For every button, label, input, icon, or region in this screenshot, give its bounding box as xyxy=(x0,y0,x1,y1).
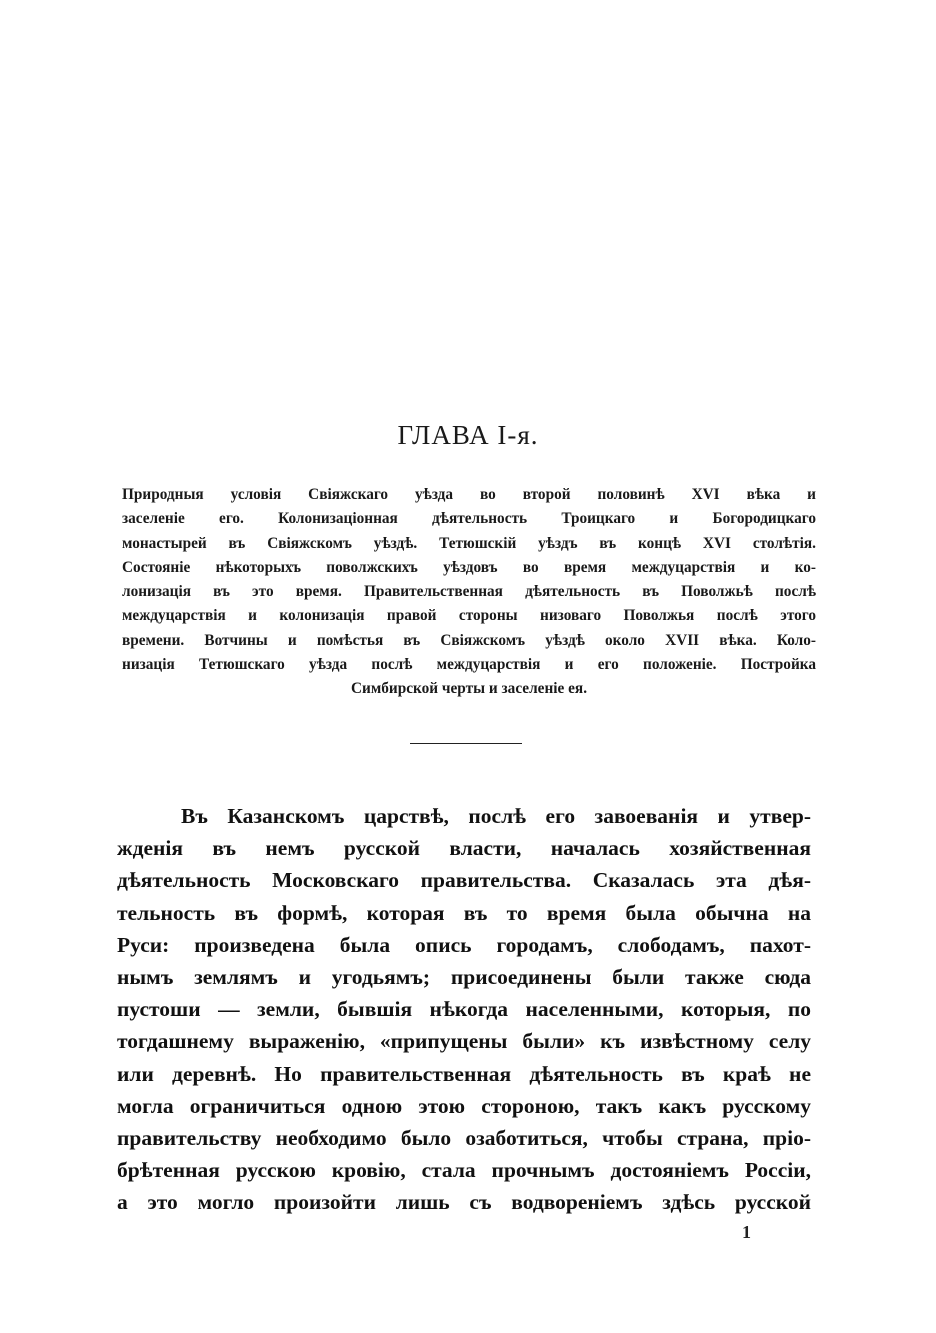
body-paragraph xyxy=(117,800,811,1218)
body-line: дѣятельность Московскаго правительства. Сказалась эта дѣя- xyxy=(117,868,811,893)
body-line: тогдашнему выраженію, «припущены были» къ извѣстному селу xyxy=(117,1029,811,1054)
summary-line: Природныя условія Свіяжскаго уѣзда во второй половинѣ XVI вѣка и xyxy=(122,486,816,503)
body-line: нымъ землямъ и угодьямъ; присоединены были также сюда xyxy=(117,964,811,989)
summary-line: Состояніе нѣкоторыхъ поволжскихъ уѣздовъ во время междуцарствія и ко- xyxy=(122,558,816,576)
body-line: жденія въ немъ русской власти, началась хозяйственная xyxy=(117,836,811,861)
body-line: а это могло произойти лишь съ водвореніемъ здѣсь русской xyxy=(117,1190,811,1215)
body-line: пустоши — земли, бывшія нѣкогда населенными, которыя, по xyxy=(117,997,811,1022)
summary-line: междуцарствія и колонизація правой стороны низоваго Поволжья послѣ этого xyxy=(122,607,816,625)
body-line: тельность въ формѣ, которая въ то время была обычна на xyxy=(117,900,811,925)
body-line: Руси: произведена была опись городамъ, слободамъ, пахот- xyxy=(117,932,811,957)
page-number: 1 xyxy=(742,1222,751,1242)
summary-line: заселеніе его. Колонизаціонная дѣятельность Троицкаго и Богородицкаго xyxy=(122,510,816,528)
body-line: могла ограничиться одною этою стороною, такъ какъ русскому xyxy=(117,1093,811,1118)
chapter-summary xyxy=(122,483,816,702)
summary-line: низація Тетюшскаго уѣзда послѣ междуцарствія и его положеніе. Постройка xyxy=(122,656,816,674)
summary-line: лонизація въ это время. Правительственная дѣятельность въ Поволжьѣ послѣ xyxy=(122,583,816,601)
summary-line: Симбирской черты и заселеніе ея. xyxy=(350,680,588,698)
section-divider xyxy=(410,743,522,744)
body-line: или деревнѣ. Но правительственная дѣятельность въ краѣ не xyxy=(117,1061,811,1086)
body-line: Въ Казанскомъ царствѣ, послѣ его завоеванія и утвер- xyxy=(181,804,811,828)
chapter-title: ГЛАВА I-я. xyxy=(397,420,539,450)
summary-line: монастырей въ Свіяжскомъ уѣздѣ. Тетюшскій уѣздъ въ концѣ XVI столѣтія. xyxy=(122,534,816,552)
body-line: правительству необходимо было озаботиться, чтобы страна, пріо- xyxy=(117,1125,811,1150)
body-line: брѣтенная русскою кровію, стала прочнымъ достояніемъ Россіи, xyxy=(117,1158,811,1183)
summary-line: времени. Вотчины и помѣстья въ Свіяжскомъ уѣздѣ около XVII вѣка. Коло- xyxy=(122,631,816,649)
